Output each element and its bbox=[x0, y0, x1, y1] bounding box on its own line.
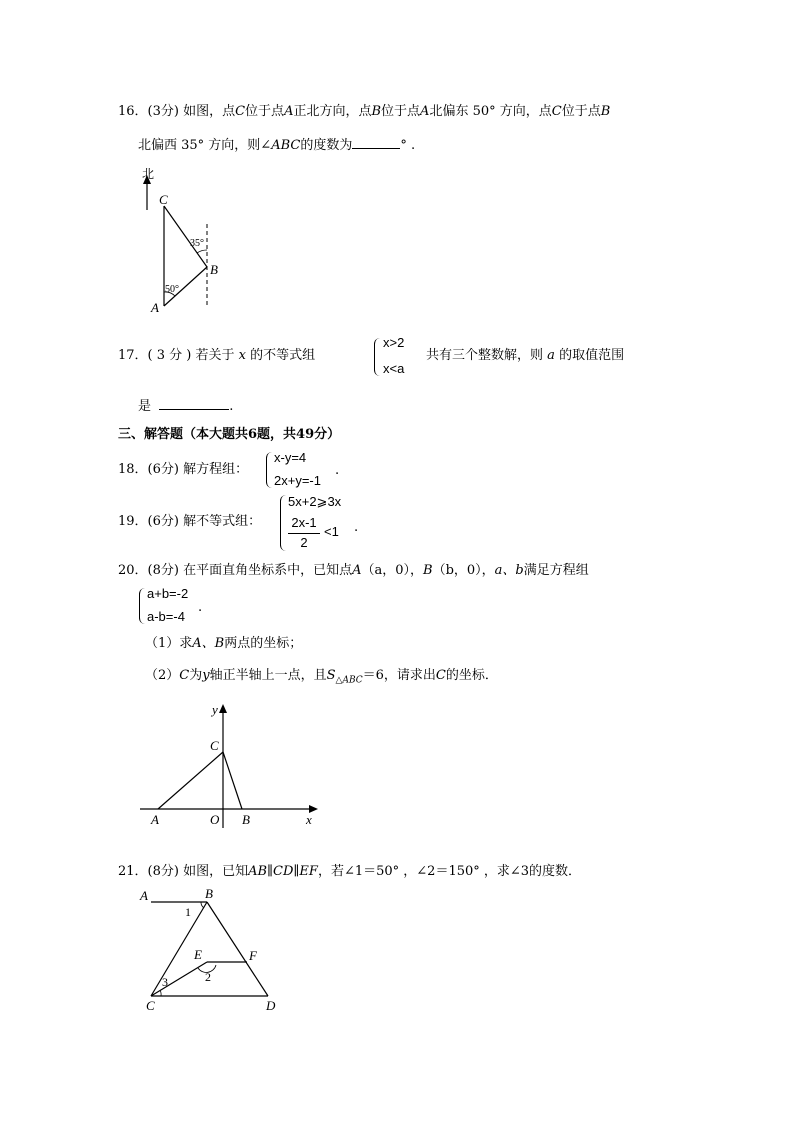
label-c: C bbox=[159, 192, 168, 207]
q19-label: 19．(6分) 解不等式组： bbox=[118, 514, 262, 529]
q18-end: . bbox=[335, 463, 340, 478]
q17-brace bbox=[374, 338, 380, 376]
label-a: A bbox=[151, 812, 159, 827]
segment-ac bbox=[158, 752, 223, 809]
label-c: C bbox=[146, 998, 155, 1013]
angle-35-label: 35° bbox=[190, 238, 204, 249]
label-b: B bbox=[242, 812, 250, 827]
q20-sub2: （2）C为y轴正半轴上一点，且$S_{\triangle ABC}=6$，请求出C的坐标． bbox=[145, 668, 498, 686]
q20-row1: a+b=-2 bbox=[147, 586, 189, 601]
answer-blank[interactable] bbox=[159, 397, 229, 410]
q20-line1: 20．(8分) 在平面直角坐标系中，已知点A（a，0），B（b，0），a、b满足方程组 bbox=[118, 563, 589, 578]
q19-numerator: 2x-1 bbox=[291, 515, 317, 530]
angle-3-label: 3 bbox=[162, 975, 168, 989]
q20-brace bbox=[139, 588, 145, 624]
label-e: E bbox=[194, 947, 202, 962]
q16-line1: 16．(3分) 如图，点C位于点A正北方向，点B位于点A北偏东 50° 方向，点C位于点B bbox=[118, 104, 611, 119]
q17-line1-right: 共有三个整数解，则 a 的取值范围 bbox=[426, 348, 625, 363]
q20-end: . bbox=[198, 600, 203, 615]
q19-denominator: 2 bbox=[300, 535, 308, 550]
q17-line1-left: 17．( 3 分 ) 若关于 x 的不等式组 bbox=[118, 348, 316, 363]
label-o: O bbox=[210, 812, 220, 827]
q16-figure bbox=[130, 166, 230, 318]
label-f: F bbox=[249, 948, 257, 963]
y-axis-arrow-icon bbox=[219, 704, 227, 713]
q18-row1: x-y=4 bbox=[274, 450, 307, 465]
angle-2-label: 2 bbox=[205, 970, 211, 984]
segment-cb bbox=[223, 752, 242, 809]
label-a: A bbox=[151, 300, 159, 315]
north-label: 北 bbox=[142, 167, 155, 181]
label-b: B bbox=[205, 886, 213, 901]
q20-row2: a-b=-4 bbox=[147, 609, 185, 624]
label-c: C bbox=[210, 738, 219, 753]
angle-35-arc bbox=[197, 250, 207, 253]
q19-end: . bbox=[354, 520, 359, 535]
answer-blank[interactable] bbox=[352, 136, 400, 149]
segment-ec bbox=[151, 962, 207, 996]
q18-label: 18．(6分) 解方程组： bbox=[118, 462, 249, 477]
q19-relation: <1 bbox=[324, 524, 339, 539]
q21-line1: 21．(8分) 如图，已知AB∥CD∥EF，若∠1＝50° ，∠2＝150° ，求∠3的度数． bbox=[118, 864, 582, 879]
q17-row2: x<a bbox=[383, 361, 405, 376]
angle-1-label: 1 bbox=[185, 905, 191, 919]
q18-brace bbox=[266, 452, 272, 488]
q17-row1: x>2 bbox=[383, 335, 405, 350]
angle-50-label: 50° bbox=[165, 284, 179, 295]
q20-coordinate-figure bbox=[135, 700, 325, 830]
label-b: B bbox=[210, 262, 218, 277]
q21-figure bbox=[135, 884, 295, 1016]
segment-bd bbox=[207, 902, 268, 996]
q16-line2: 北偏西 35° 方向，则∠ABC的度数为 ° . bbox=[138, 138, 416, 153]
segment-cb bbox=[164, 206, 207, 267]
q20-sub1: （1）求A、B两点的坐标； bbox=[145, 636, 303, 651]
q18-row2: 2x+y=-1 bbox=[274, 473, 321, 488]
label-d: D bbox=[266, 998, 276, 1013]
q19-fraction-bar bbox=[288, 533, 320, 534]
label-a: A bbox=[140, 888, 148, 903]
q19-brace bbox=[280, 495, 286, 551]
q17-line2: 是 . bbox=[138, 399, 234, 414]
q19-row1: 5x+2⩾3x bbox=[288, 494, 342, 509]
label-y: y bbox=[212, 702, 218, 717]
section-heading: 三、解答题（本大题共6题，共49分） bbox=[118, 427, 341, 442]
angle-3-arc bbox=[160, 990, 161, 996]
label-x: x bbox=[306, 812, 312, 827]
